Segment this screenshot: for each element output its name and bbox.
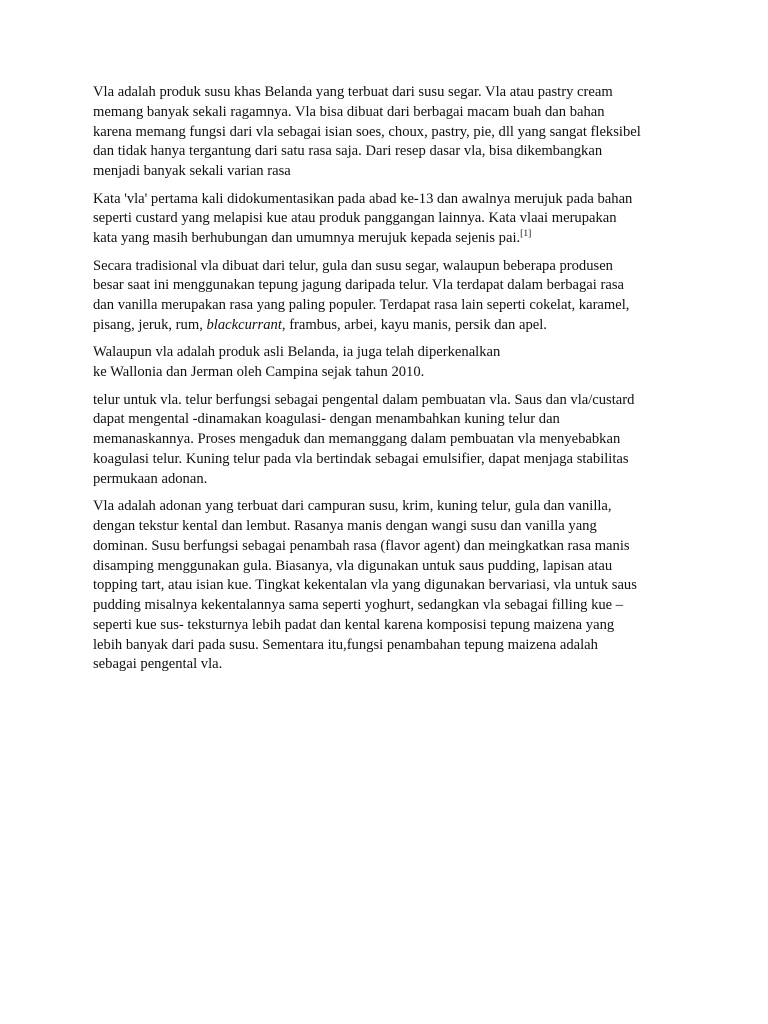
text-line: dapat mengental -dinamakan koagulasi- dengan menambahkan kuning telur dan: [93, 411, 560, 428]
text-line: memang banyak sekali ragamnya. Vla bisa dibuat dari berbagai macam buah dan bahan: [93, 103, 605, 120]
paragraph-tradition: [93, 257, 683, 336]
text-line: Secara tradisional vla dibuat dari telur, gula dan susu segar, walaupun beberapa produsen: [93, 257, 613, 274]
paragraph-eggs: [93, 391, 683, 490]
text-line: memanaskannya. Proses mengaduk dan memanggang dalam pembuatan vla menyebabkan: [93, 431, 621, 448]
paragraph-intro: [93, 83, 683, 182]
paragraph-origin: [93, 343, 683, 383]
text-line: pudding misalnya kekentalannya sama seperti yoghurt, sedangkan vla sebagai filling kue –: [93, 597, 624, 614]
text-line: ke Wallonia dan Jerman oleh Campina sejak tahun 2010.: [93, 364, 425, 381]
text-segment: , frambus, arbei, kayu manis, persik dan apel.: [281, 316, 547, 333]
text-line: dengan tekstur kental dan lembut. Rasanya manis dengan wangi susu dan vanilla yang: [93, 517, 597, 534]
reference-link[interactable]: [1]: [520, 229, 532, 240]
paragraph-texture: [93, 497, 683, 675]
text-line: Vla adalah produk susu khas Belanda yang terbuat dari susu segar. Vla atau pastry cream: [93, 84, 613, 100]
text-line: seperti kue sus- teksturnya lebih padat dan kental karena komposisi tepung maizena yang: [93, 616, 615, 633]
text-line-with-italic: [93, 316, 683, 336]
text-line: topping tart, atau isian kue. Tingkat kekentalan vla yang digunakan bervariasi, vla untuk saus: [93, 577, 637, 594]
italic-term: blackcurrant: [206, 316, 282, 333]
text-line: koagulasi telur. Kuning telur pada vla bertindak sebagai emulsifier, dapat menjaga stabilitas: [93, 450, 629, 467]
text-line: disamping menggunakan gula. Biasanya, vla digunakan untuk saus pudding, lapisan atau: [93, 557, 613, 574]
text-line: dan vanilla merupakan rasa yang paling populer. Terdapat rasa lain seperti cokelat, karamel,: [93, 297, 630, 314]
text-line: dan tidak hanya tergantung dari satu rasa saja. Dari resep dasar vla, bisa dikembangkan: [93, 143, 603, 160]
text-line: besar saat ini menggunakan tepung jagung daripada telur. Vla terdapat dalam berbagai rasa: [93, 277, 624, 294]
text-line: karena memang fungsi dari vla sebagai isian soes, choux, pastry, pie, dll yang sangat fleksibel: [93, 123, 641, 140]
text-line: dominan. Susu berfungsi sebagai penambah rasa (flavor agent) dan meingkatkan rasa manis: [93, 537, 630, 554]
text-segment: pisang, jeruk, rum,: [93, 316, 207, 333]
text-line: permukaan adonan.: [93, 470, 208, 487]
text-line: lebih banyak dari pada susu. Sementara itu,fungsi penambahan tepung maizena adalah: [93, 636, 598, 653]
document-page: [93, 83, 683, 683]
text-line: Walaupun vla adalah produk asli Belanda, ia juga telah diperkenalkan: [93, 344, 501, 361]
text-line: menjadi banyak sekali varian rasa: [93, 163, 291, 180]
text-line: telur untuk vla. telur berfungsi sebagai pengental dalam pembuatan vla. Saus dan vla/custard: [93, 391, 635, 408]
text-line: Kata 'vla' pertama kali didokumentasikan pada abad ke-13 dan awalnya merujuk pada bahan: [93, 190, 633, 207]
text-line: sebagai pengental vla.: [93, 656, 223, 673]
text-line: Vla adalah adonan yang terbuat dari campuran susu, krim, kuning telur, gula dan vanilla,: [93, 498, 612, 515]
text-segment: kata yang masih berhubungan dan umumnya merujuk kepada sejenis pai.: [93, 230, 521, 247]
text-line: seperti custard yang melapisi kue atau produk panggangan lainnya. Kata vlaai merupakan: [93, 210, 617, 227]
paragraph-etymology: [93, 190, 683, 249]
text-line-with-reference: [93, 229, 683, 249]
